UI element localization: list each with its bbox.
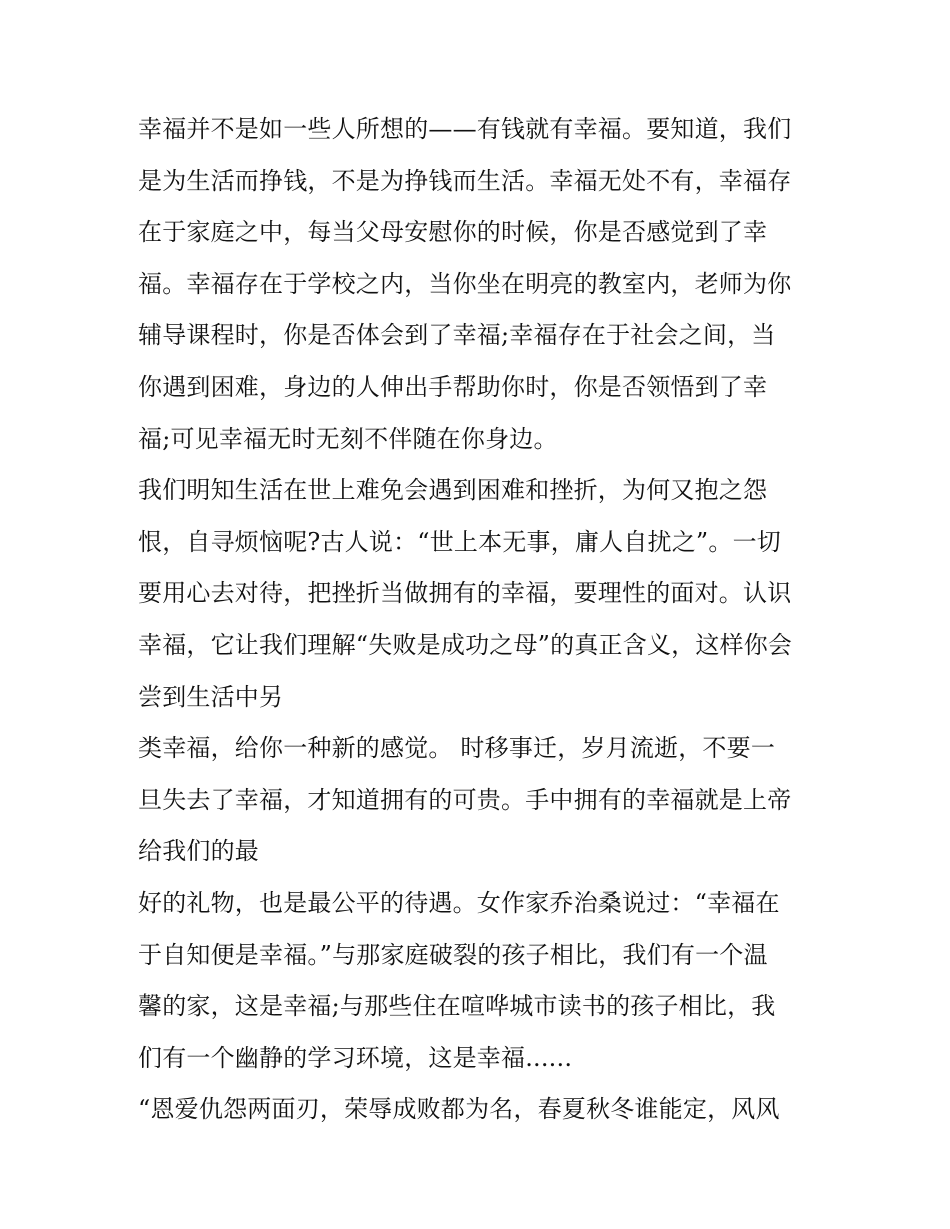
text-line: 于自知便是幸福。”与那家庭破裂的孩子相比，我们有一个温 bbox=[138, 940, 768, 969]
text-line: 是为生活而挣钱，不是为挣钱而生活。幸福无处不有，幸福存 bbox=[138, 166, 792, 195]
text-line: 辅导课程时，你是否体会到了幸福;幸福存在于社会之间，当 bbox=[138, 321, 776, 350]
text-line: 类幸福，给你一种新的感觉。 时移事迁，岁月流逝，不要一 bbox=[138, 734, 776, 763]
text-line: 馨的家，这是幸福;与那些住在喧哗城市读书的孩子相比，我 bbox=[138, 992, 776, 1021]
text-line: 旦失去了幸福，才知道拥有的可贵。手中拥有的幸福就是上帝 bbox=[138, 785, 792, 814]
text-line: “恩爱仇怨两面刃，荣辱成败都为名，春夏秋冬谁能定，风风 bbox=[138, 1095, 780, 1124]
text-line: 你遇到困难，身边的人伸出手帮助你时，你是否领悟到了幸 bbox=[138, 372, 768, 401]
text-line: 要用心去对待，把挫折当做拥有的幸福，要理性的面对。认识 bbox=[138, 579, 792, 608]
text-line: 好的礼物，也是最公平的待遇。女作家乔治桑说过：“幸福在 bbox=[138, 888, 780, 917]
text-line: 恨，自寻烦恼呢?古人说：“世上本无事，庸人自扰之”。一切 bbox=[138, 527, 782, 556]
text-line: 我们明知生活在世上难免会遇到困难和挫折，为何又抱之怨 bbox=[138, 476, 768, 505]
text-line: 福。幸福存在于学校之内，当你坐在明亮的教室内，老师为你 bbox=[138, 269, 792, 298]
text-line: 在于家庭之中，每当父母安慰你的时候，你是否感觉到了幸 bbox=[138, 218, 768, 247]
text-line: 们有一个幽静的学习环境，这是幸福...... bbox=[138, 1043, 573, 1072]
document-body bbox=[138, 104, 818, 1136]
text-line: 幸福并不是如一些人所想的——有钱就有幸福。要知道，我们 bbox=[138, 115, 792, 143]
text-line: 幸福，它让我们理解“失败是成功之母”的真正含义，这样你会 bbox=[138, 630, 793, 659]
text-line: 福;可见幸福无时无刻不伴随在你身边。 bbox=[138, 424, 558, 453]
text-line: 尝到生活中另 bbox=[138, 682, 284, 711]
text-line: 给我们的最 bbox=[138, 837, 259, 866]
